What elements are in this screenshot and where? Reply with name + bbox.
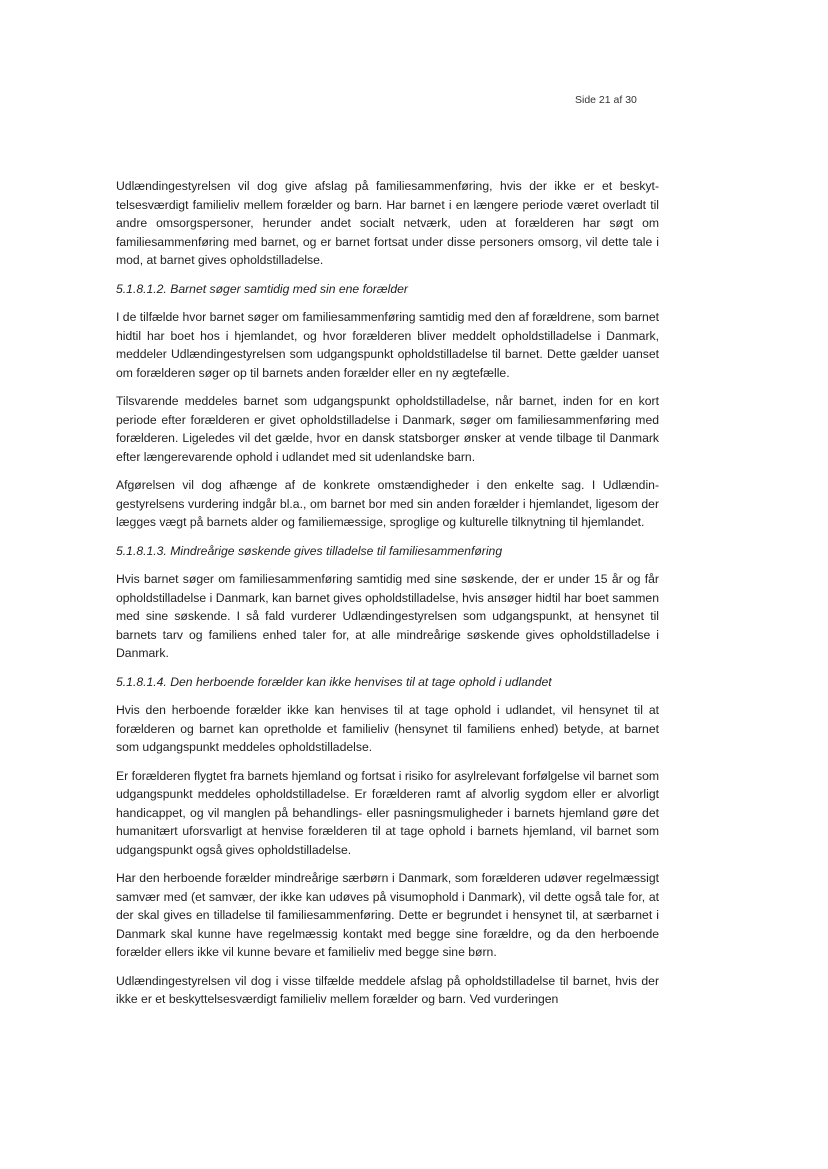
- paragraph-6: Hvis den herboende forælder ikke kan henvises til at tage ophold i udlandet, vil hensynet til at forælderen og barnet kan opretholde et familieliv (hensynet til familiens enhed) betyde, at barnet som udgangspunkt meddeles opholdstilladelse.: [116, 703, 659, 754]
- section-heading-5-1-8-1-3: 5.1.8.1.3. Mindreårige søskende gives tilladelse til familiesammenføring: [116, 543, 503, 558]
- document-body: [116, 177, 659, 1019]
- section-heading-5-1-8-1-2: 5.1.8.1.2. Barnet søger samtidig med sin ene forælder: [116, 281, 408, 296]
- paragraph-2: I de tilfælde hvor barnet søger om familiesammenføring samtidig med den af forældrene, som barnet hidtil har boet hos i hjemlandet, og hvor forælderen bliver meddelt opholdstilladelse i Danmark, meddeler Udlændingestyrelsen som udgangspunkt opholdstilladelse til barnet. Dette gælder uanset om forælderen søger op til barnets anden forælder eller en ny ægtefælle.: [116, 310, 659, 380]
- paragraph-4: Afgørelsen vil dog afhænge af de konkrete omstændigheder i den enkelte sag. I Udlændingestyrelsens vurdering indgår bl.a., om barnet bor med sin anden forælder i hjemlandet, ligesom der lægges vægt på barnets alder og familiemæssige, sproglige og kulturelle tilknytning til hjemlandet.: [116, 478, 659, 529]
- section-heading-5-1-8-1-4: 5.1.8.1.4. Den herboende forælder kan ikke henvises til at tage ophold i udlandet: [116, 674, 552, 689]
- page-number: Side 21 af 30: [575, 94, 637, 106]
- paragraph-3: Tilsvarende meddeles barnet som udgangspunkt opholdstilladelse, når barnet, inden for en kort periode efter forælderen er givet opholdstilladelse i Danmark, søger om familiesammenføring med forælderen. Ligeledes vil det gælde, hvor en dansk statsborger ønsker at vende tilbage til Danmark efter længerevarende ophold i udlandet med sit udenlandske barn.: [116, 394, 659, 464]
- paragraph-8: Har den herboende forælder mindreårige særbørn i Danmark, som forælderen udøver regelmæssigt samvær med (et samvær, der ikke kan udøves på visumophold i Danmark), vil dette også tale for, at der skal gives en tilladelse til familiesammenføring. Dette er begrundet i hensynet til, at særbarnet i Danmark skal kunne have regelmæssig kontakt med begge sine forældre, og da den herboende forælder ellers ikke vil kunne bevare et familieliv med begge sine børn.: [116, 871, 659, 959]
- paragraph-9: Udlændingestyrelsen vil dog i visse tilfælde meddele afslag på opholdstilladelse til barnet, hvis der ikke er et beskyttelsesværdigt familieliv mellem forælder og barn. Ved vurderingen: [116, 973, 659, 1006]
- paragraph-5: Hvis barnet søger om familiesammenføring samtidig med sine søskende, der er under 15 år og får opholdstilladelse i Danmark, kan barnet gives opholdstilladelse, hvis ansøger hidtil har boet sammen med sine søskende. I så fald vurderer Udlændingestyrelsen som udgangspunkt, at hensynet til barnets tarv og familiens enhed taler for, at alle mindreårige søskende gives opholdstilladelse i Danmark.: [116, 572, 659, 660]
- paragraph-1: Udlændingestyrelsen vil dog give afslag på familiesammenføring, hvis der ikke er et beskyttelsesværdigt familieliv mellem forælder og barn. Har barnet i en længere periode været overladt til andre omsorgspersoner, herunder andet socialt netværk, uden at forælderen har søgt om familiesammenføring med barnet, og er barnet fortsat under disse personers omsorg, vil dette tale i mod, at barnet gives opholdstilladelse.: [116, 179, 659, 267]
- paragraph-7: Er forælderen flygtet fra barnets hjemland og fortsat i risiko for asylrelevant forfølgelse vil barnet som udgangspunkt meddeles opholdstilladelse. Er forælderen ramt af alvorlig sygdom eller er alvorligt handicappet, og vil manglen på behandlings- eller pasningsmuligheder i barnets hjemland gøre det humanitært uforsvarligt at henvise forælderen til at tage ophold i barnets hjemland, vil barnet som udgangspunkt også gives opholdstilladelse.: [116, 768, 659, 857]
